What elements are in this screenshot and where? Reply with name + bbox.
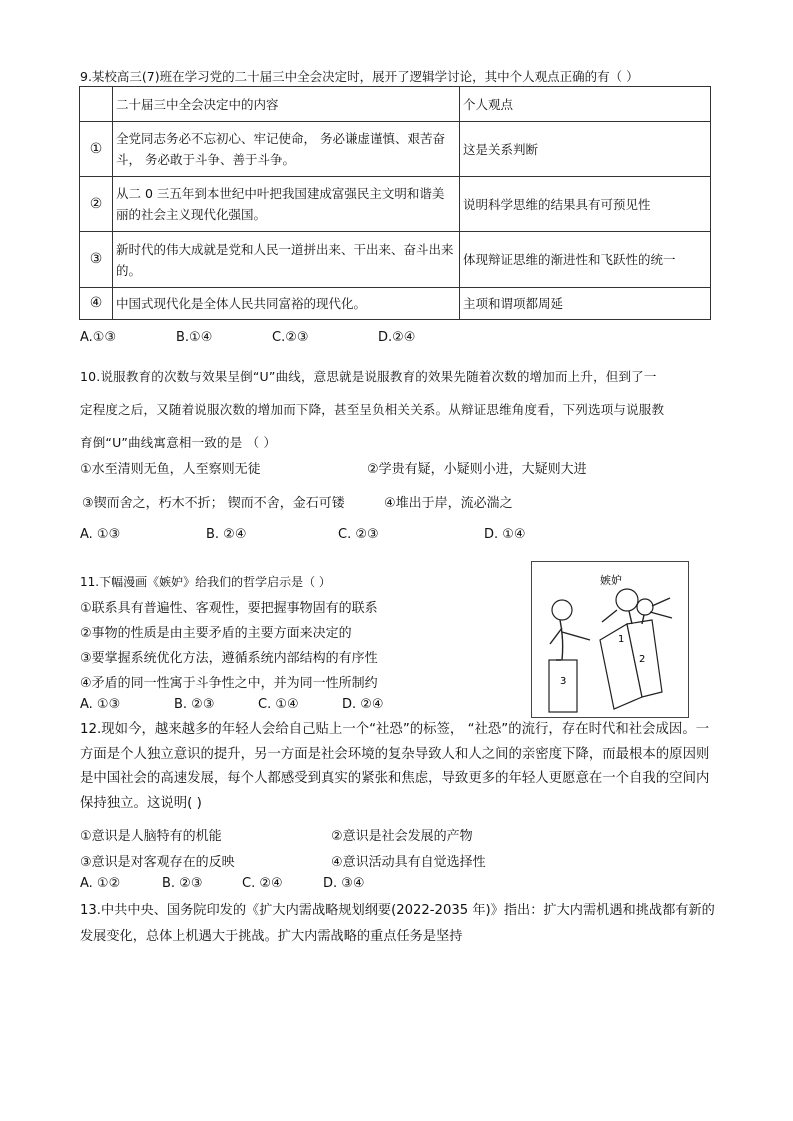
option-d[interactable]: D. ①④ [484, 527, 526, 542]
q9-stem: 9.某校高三(7)班在学习党的二十届三中全会决定时，展开了逻辑学讨论，其中个人观点正确的有（ ） [80, 69, 639, 84]
option-a[interactable]: A. ①③ [80, 697, 121, 712]
row-num: ② [80, 177, 113, 232]
q11-choice: ③要掌握系统优化方法，遵循系统内部结构的有序性 [80, 651, 378, 666]
q10-choice: ④堆出于岸，流必湍之 [384, 496, 513, 511]
q10-choice: ②学贵有疑，小疑则小进，大疑则大进 [367, 462, 587, 477]
option-b[interactable]: B. ②③ [174, 697, 215, 712]
row-view: 说明科学思维的结果具有可预见性 [460, 177, 711, 232]
q11-choice: ②事物的性质是由主要矛盾的主要方面来决定的 [80, 626, 352, 641]
table-row [80, 288, 711, 320]
q9-table [79, 86, 711, 320]
header-view: 个人观点 [460, 87, 711, 122]
podium-3-label: 3 [560, 676, 567, 687]
cartoon-drawing [532, 562, 688, 717]
row-content: 从二 0 三五年到本世纪中叶把我国建成富强民主文明和谐美丽的社会主义现代化强国。 [113, 177, 460, 232]
option-c[interactable]: C. ②③ [338, 527, 379, 542]
row-view: 这是关系判断 [460, 122, 711, 177]
row-content: 全党同志务必不忘初心、牢记使命， 务必谦虚谨慎、艰苦奋斗， 务必敢于斗争、善于斗争。 [113, 122, 460, 177]
option-d[interactable]: D.②④ [378, 330, 416, 345]
option-c[interactable]: C.②③ [272, 330, 309, 345]
row-view: 体现辩证思维的渐进性和飞跃性的统一 [460, 232, 711, 288]
figure-head [616, 589, 638, 611]
q13-stem: 13.中共中央、国务院印发的《扩大内需战略规划纲要(2022-2035 年)》指出：扩大内需机遇和挑战都有新的发展变化，总体上机遇大于挑战。扩大内需战略的重点任务是坚持 [80, 903, 715, 944]
q12-choice: ④意识活动具有自觉选择性 [331, 855, 486, 870]
podium-2-label: 2 [639, 654, 646, 665]
row-content: 新时代的伟大成就是党和人民一道拼出来、干出来、奋斗出来的。 [113, 232, 460, 288]
option-c[interactable]: C. ①④ [258, 697, 299, 712]
jealousy-cartoon [531, 561, 689, 718]
q11-choice: ④矛盾的同一性寓于斗争性之中，并为同一性所制约 [80, 676, 378, 691]
podium-1-label: 1 [618, 634, 625, 645]
q11-choice: ①联系具有普遍性、客观性，要把握事物固有的联系 [80, 601, 378, 616]
q10-choice: ③锲而舍之，朽木不折； 锲而不舍，金石可镂 [82, 496, 345, 511]
table-row [80, 177, 711, 232]
q10-stem [80, 360, 720, 459]
table-row [80, 232, 711, 288]
figure-head [552, 600, 572, 620]
option-b[interactable]: B. ②③ [162, 876, 203, 891]
header-content: 二十届三中全会决定中的内容 [113, 87, 460, 122]
q12-stem: 12.现如今，越来越多的年轻人会给自己贴上一个“社恐”的标签， “社恐”的流行，存在时代和社会成因。一方面是个人独立意识的提升，另一方面是社会环境的复杂导致人和人之间的亲密度下降，而最根本的原因则是中国社会的高速发展，每个人都感受到真实的紧张和焦虑，导致更多的年轻人更愿意在一个自我的空间内保持独立。这说明( ) [80, 722, 710, 811]
option-d[interactable]: D. ②④ [342, 697, 384, 712]
q12-choice: ③意识是对客观存在的反映 [80, 855, 235, 870]
option-a[interactable]: A.①③ [80, 330, 117, 345]
q12-choice: ①意识是人脑特有的机能 [80, 829, 222, 844]
cartoon-title: 嫉妒 [600, 574, 622, 587]
row-view: 主项和谓项都周延 [460, 288, 711, 320]
figure-body [550, 620, 590, 660]
row-num: ④ [80, 288, 113, 320]
q10-line: 育倒“U”曲线寓意相一致的是 （ ） [80, 435, 277, 450]
q11-stem: 11.下幅漫画《嫉妒》给我们的哲学启示是（ ） [80, 575, 331, 589]
q10-line: 定程度之后，又随着说服次数的增加而下降，甚至呈负相关关系。从辩证思维角度看，下列选项与说服教 [80, 402, 665, 417]
option-a[interactable]: A. ①③ [80, 527, 121, 542]
option-a[interactable]: A. ①② [80, 876, 121, 891]
option-c[interactable]: C. ②④ [242, 876, 283, 891]
q10-line: 10.说服教育的次数与效果呈倒“U”曲线，意思就是说服教育的效果先随着次数的增加而上升，但到了一 [80, 369, 657, 384]
table-header-row [80, 87, 711, 122]
q10-choice: ①水至清则无鱼，人至察则无徒 [80, 462, 261, 477]
option-b[interactable]: B. ②④ [206, 527, 247, 542]
option-b[interactable]: B.①④ [176, 330, 213, 345]
header-num [80, 87, 113, 122]
option-d[interactable]: D. ③④ [323, 876, 365, 891]
table-row [80, 122, 711, 177]
row-num: ① [80, 122, 113, 177]
row-content: 中国式现代化是全体人民共同富裕的现代化。 [113, 288, 460, 320]
q12-choice: ②意识是社会发展的产物 [331, 829, 473, 844]
row-num: ③ [80, 232, 113, 288]
